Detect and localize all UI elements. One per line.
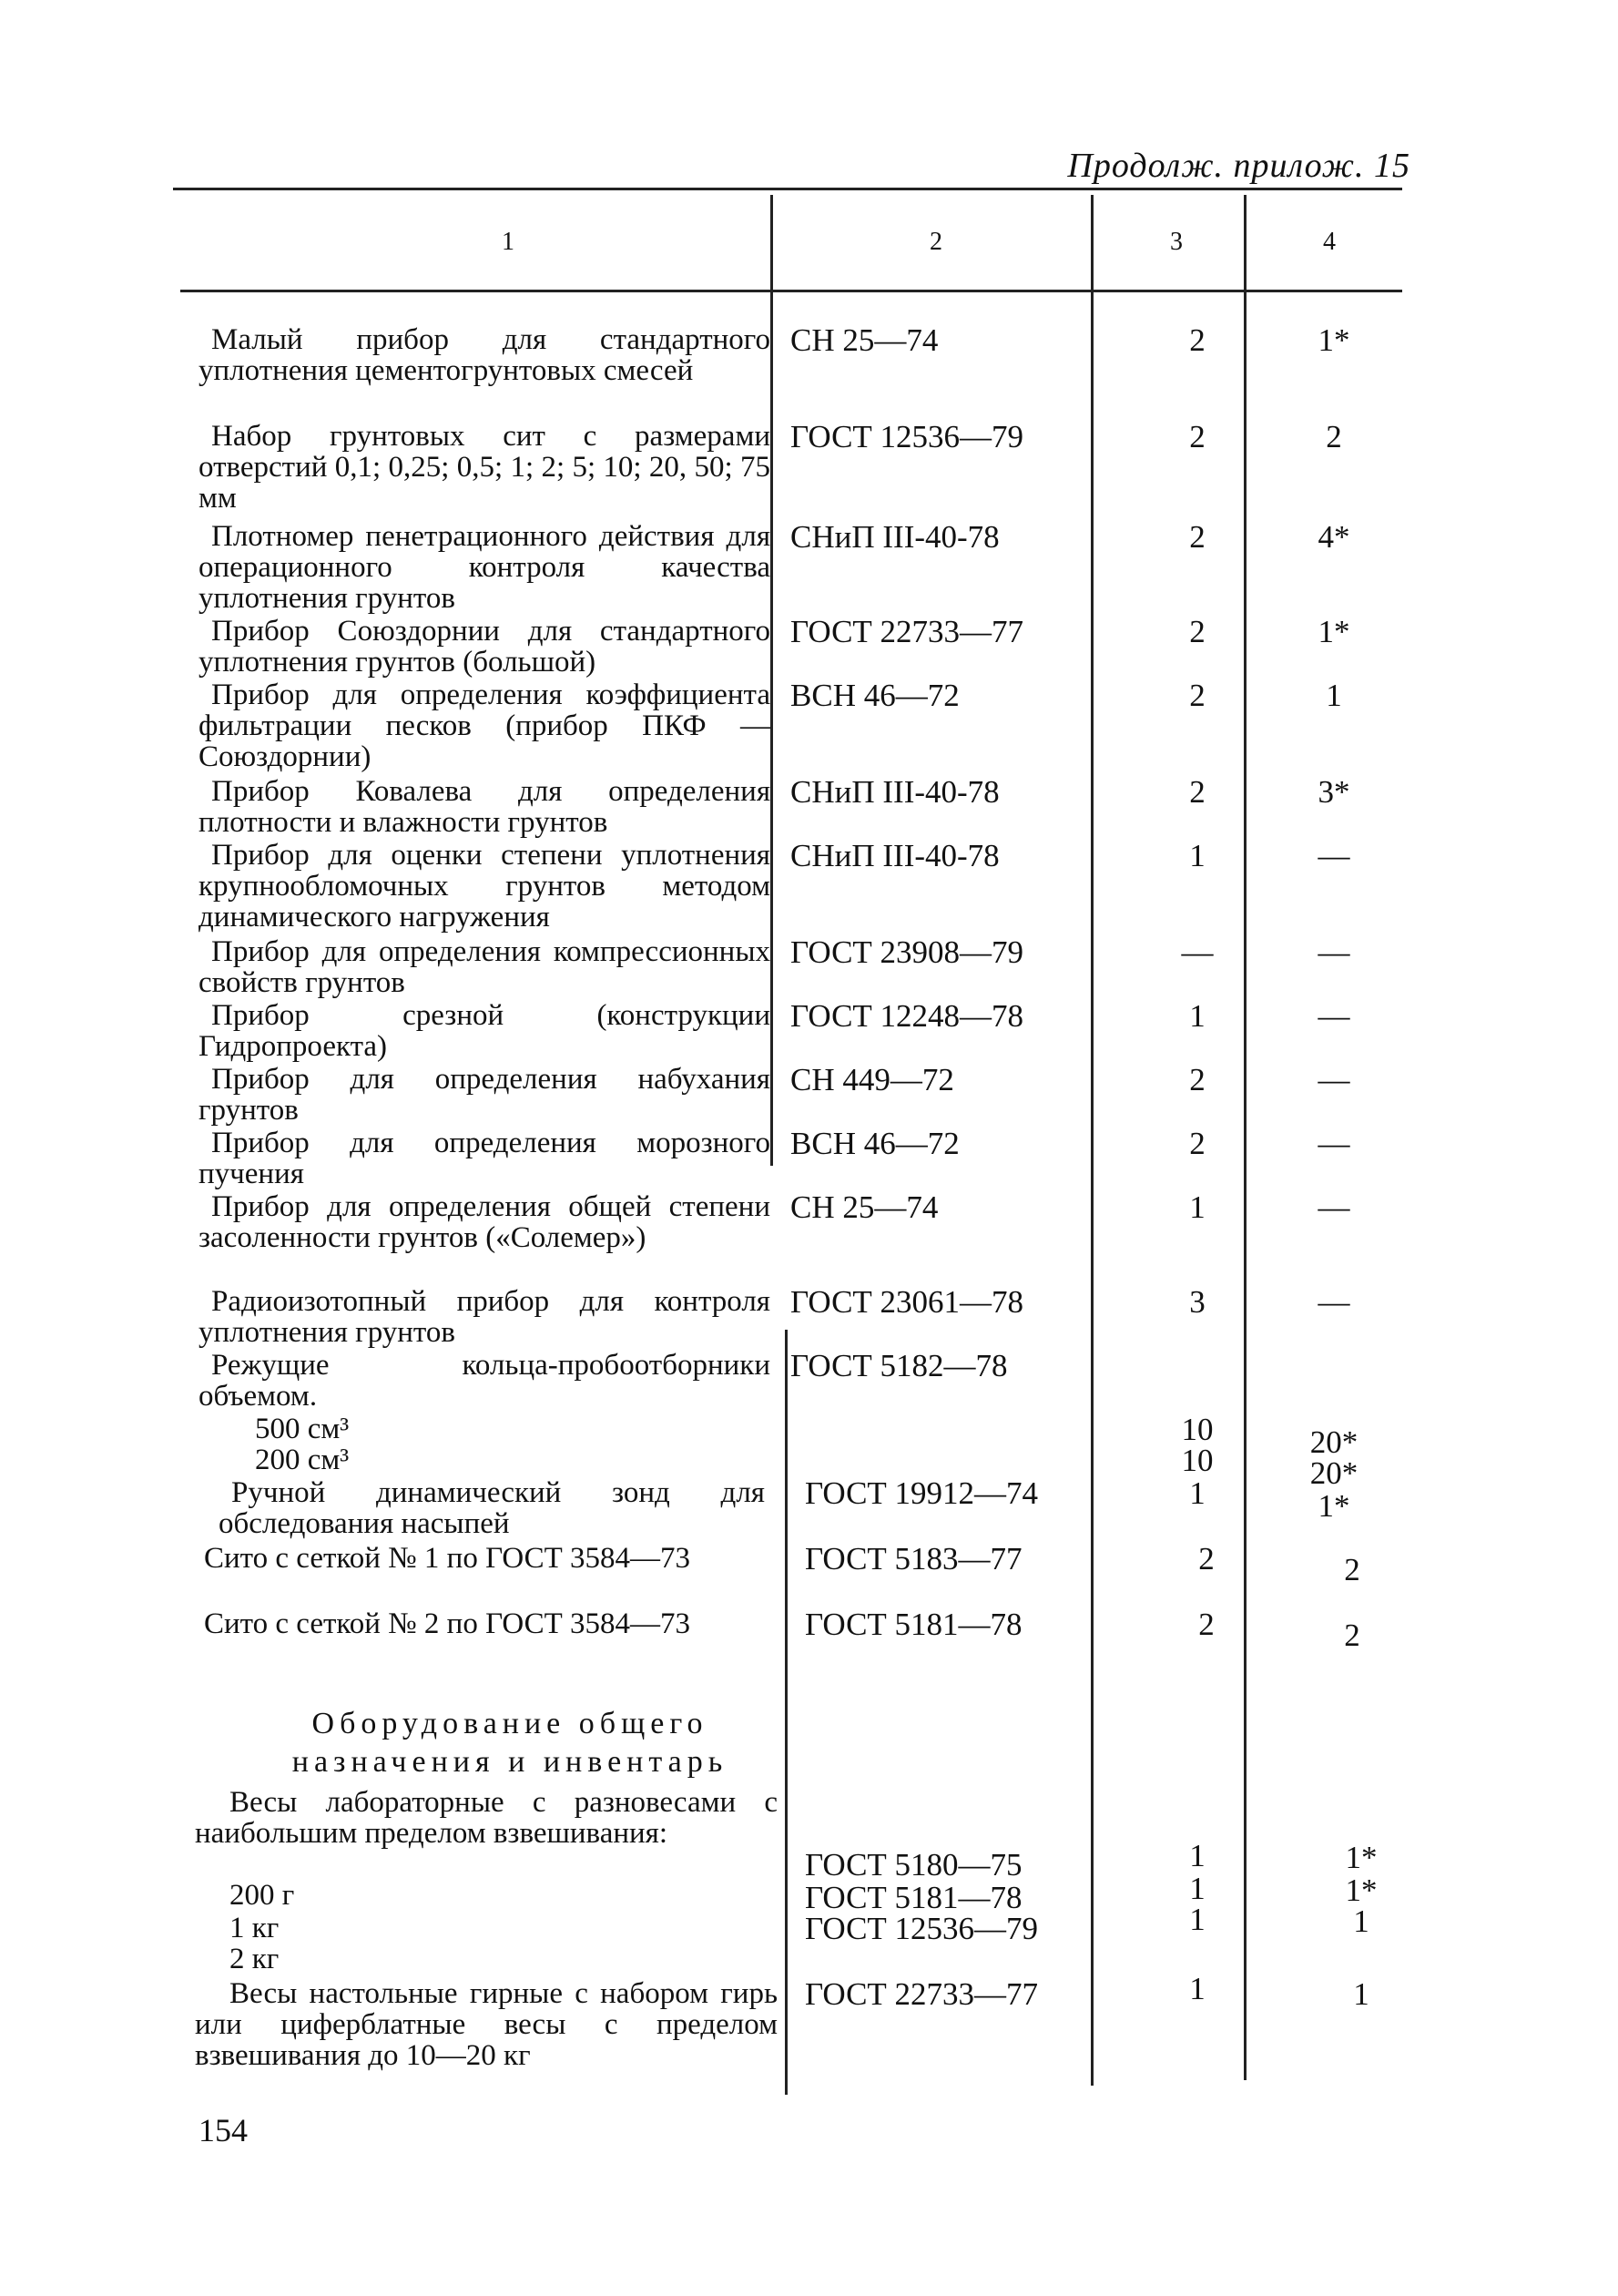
- column-rule-2: [1091, 195, 1094, 2086]
- item-name: 1 кг: [229, 1912, 280, 1944]
- item-col4: 20*: [1309, 1455, 1359, 1491]
- item-col4: 1*: [1318, 614, 1350, 649]
- item-col3: 2: [1189, 1126, 1206, 1161]
- item-name: Прибор для определения общей степени засоленности грунтов («Солемер»): [198, 1190, 770, 1254]
- column-number-4: 4: [1323, 228, 1336, 256]
- item-standard: ГОСТ 5181—78: [805, 1880, 1023, 1915]
- item-standard: ВСН 46—72: [790, 678, 960, 713]
- item-name: Прибор срезной (конструкции Гидропроекта): [198, 999, 770, 1063]
- item-standard: СНиП III-40-78: [790, 838, 1000, 873]
- item-standard: СНиП III-40-78: [790, 774, 1000, 810]
- item-col4: 1*: [1345, 1840, 1378, 1875]
- item-name: Сито с сеткой № 2 по ГОСТ 3584—73: [204, 1607, 690, 1640]
- item-col4: 1: [1326, 678, 1342, 713]
- item-col3: 1: [1189, 1871, 1206, 1906]
- section-title: [219, 1705, 801, 1781]
- item-col4: 1*: [1345, 1873, 1378, 1908]
- item-name: Прибор Союздорнии для стандартного уплотнения грунтов (большой): [198, 615, 770, 679]
- item-name: Прибор для определения компрессионных свойств грунтов: [198, 935, 770, 999]
- item-col3: 1: [1189, 1189, 1206, 1225]
- item-name: Набор грунтовых сит с размерами отверстий 0,1; 0,25; 0,5; 1; 2; 5; 10; 20, 50; 75 мм: [198, 420, 770, 515]
- item-standard: СН 25—74: [790, 1189, 939, 1225]
- item-col3: 2: [1189, 519, 1206, 555]
- item-col4: 1*: [1318, 1488, 1350, 1524]
- item-standard: ГОСТ 5183—77: [805, 1541, 1023, 1577]
- section-title-line-1: Оборудование общего: [311, 1707, 708, 1740]
- column-number-2: 2: [930, 228, 942, 256]
- item-col4: —: [1318, 998, 1350, 1034]
- item-name: Весы настольные гирные с набором гирь или циферблатные весы с пределом взвешивания до 10—20 кг: [195, 1977, 778, 2072]
- item-col3: 3: [1189, 1284, 1206, 1320]
- item-col3: 1: [1189, 998, 1206, 1034]
- column-number-3: 3: [1170, 228, 1183, 256]
- item-col4: 3*: [1318, 774, 1350, 810]
- item-standard: ГОСТ 12248—78: [790, 998, 1024, 1034]
- item-col3: 1: [1189, 1971, 1206, 2006]
- item-standard: ГОСТ 5180—75: [805, 1847, 1023, 1883]
- item-standard: СН 25—74: [790, 322, 939, 358]
- item-col4: —: [1318, 838, 1350, 873]
- item-standard: СНиП III-40-78: [790, 519, 1000, 555]
- item-name: Прибор Ковалева для определения плотности и влажности грунтов: [198, 775, 770, 839]
- item-standard: ГОСТ 22733—77: [790, 614, 1024, 649]
- item-name: Режущие кольца-пробоотборники объемом.: [198, 1349, 770, 1413]
- item-standard: ВСН 46—72: [790, 1126, 960, 1161]
- item-col4: —: [1318, 1284, 1350, 1320]
- item-name: 2 кг: [229, 1943, 280, 1975]
- item-col4: —: [1318, 1062, 1350, 1097]
- item-col4: 2: [1344, 1552, 1360, 1587]
- item-col4: —: [1318, 1126, 1350, 1161]
- item-col4: 1*: [1318, 322, 1350, 358]
- item-col4: 2: [1344, 1617, 1360, 1653]
- item-name: Радиоизотопный прибор для контроля уплотнения грунтов: [198, 1285, 770, 1349]
- item-col3: 2: [1189, 614, 1206, 649]
- item-standard: ГОСТ 12536—79: [805, 1911, 1039, 1946]
- item-col3: 2: [1189, 1062, 1206, 1097]
- item-standard: ГОСТ 12536—79: [790, 419, 1024, 454]
- item-name: Малый прибор для стандартного уплотнения цементогрунтовых смесей: [198, 323, 770, 387]
- column-number-1: 1: [502, 228, 514, 256]
- item-col3: 2: [1189, 322, 1206, 358]
- item-col3: 2: [1198, 1607, 1215, 1642]
- item-name: 200 г: [229, 1879, 295, 1912]
- item-col4: —: [1318, 934, 1350, 970]
- item-name: Прибор для оценки степени уплотнения крупнообломочных грунтов методом динамического нагружения: [198, 839, 770, 934]
- item-standard: ГОСТ 23908—79: [790, 934, 1024, 970]
- item-col4: 20*: [1309, 1424, 1359, 1460]
- item-standard: ГОСТ 23061—78: [790, 1284, 1024, 1320]
- item-col4: 4*: [1318, 519, 1350, 555]
- item-col3: 1: [1189, 838, 1206, 873]
- item-col3: —: [1181, 934, 1214, 970]
- item-name: Сито с сеткой № 1 по ГОСТ 3584—73: [204, 1542, 690, 1575]
- item-standard: ГОСТ 5182—78: [790, 1348, 1008, 1383]
- item-col4: 2: [1326, 419, 1342, 454]
- column-rule-1: [770, 195, 773, 1166]
- item-col3: 1: [1189, 1475, 1206, 1511]
- item-col3: 10: [1181, 1443, 1214, 1478]
- header-rule: [173, 188, 1402, 190]
- page-number: 154: [198, 2112, 248, 2148]
- item-col3: 2: [1189, 419, 1206, 454]
- item-col3: 1: [1189, 1838, 1206, 1873]
- item-col3: 2: [1198, 1541, 1215, 1577]
- item-name: Прибор для определения морозного пучения: [198, 1127, 770, 1190]
- section-title-line-2: назначения и инвентарь: [291, 1745, 728, 1779]
- item-name: Плотномер пенетрационного действия для операционного контроля качества уплотнения грунтов: [198, 520, 770, 615]
- item-name: 500 см³: [255, 1413, 350, 1445]
- item-col3: 2: [1189, 678, 1206, 713]
- item-name: 200 см³: [255, 1444, 350, 1476]
- item-col3: 10: [1181, 1412, 1214, 1447]
- item-col3: 2: [1189, 774, 1206, 810]
- item-standard: ГОСТ 22733—77: [805, 1976, 1039, 2012]
- item-name: Прибор для определения коэффициента фильтрации песков (прибор ПКФ — Союздорнии): [198, 679, 770, 773]
- item-col3: 1: [1189, 1902, 1206, 1937]
- item-standard: ГОСТ 5181—78: [805, 1607, 1023, 1642]
- item-col4: 1: [1353, 1903, 1369, 1939]
- item-name: Ручной динамический зонд для обследования насыпей: [219, 1476, 765, 1540]
- column-numbers-rule: [180, 290, 1402, 292]
- item-name: Прибор для определения набухания грунтов: [198, 1063, 770, 1127]
- item-col4: —: [1318, 1189, 1350, 1225]
- item-standard: СН 449—72: [790, 1062, 954, 1097]
- item-name: Весы лабораторные с разновесами с наибольшим пределом взвешивания:: [195, 1786, 778, 1850]
- item-col4: 1: [1353, 1976, 1369, 2012]
- page-header: Продолж. прилож. 15: [1067, 147, 1410, 185]
- item-standard: ГОСТ 19912—74: [805, 1475, 1039, 1511]
